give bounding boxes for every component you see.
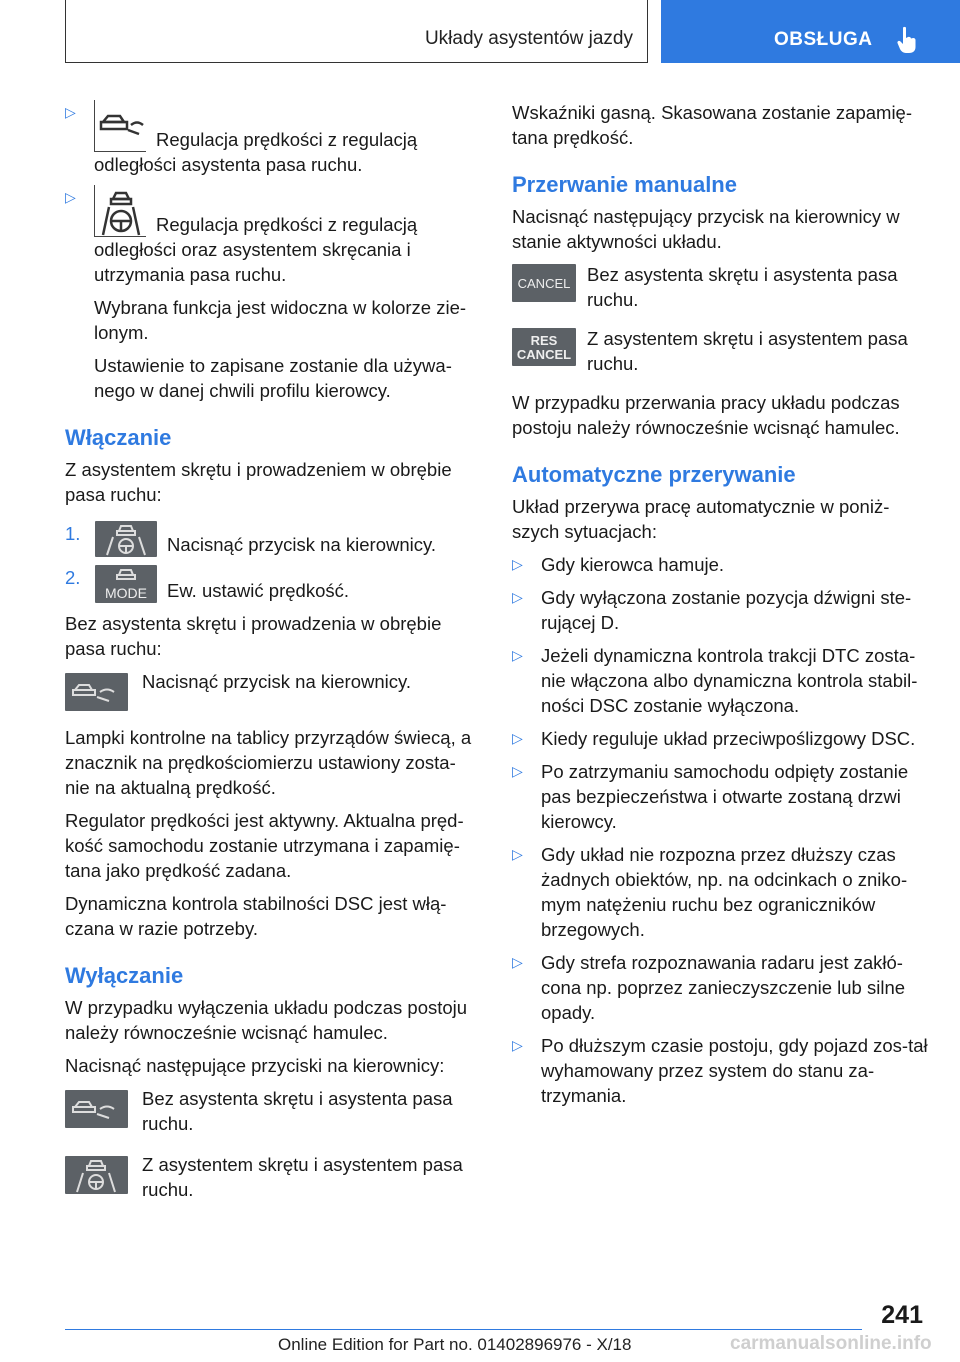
list-item-text: Po zatrzymaniu samochodu odpięty zostanie pas bezpieczeństwa i otwarte zostaną drzwi kierowcy. <box>541 761 909 832</box>
acc-distance-button[interactable] <box>65 673 128 711</box>
paragraph: Z asystentem skrętu i prowadzeniem w obrębie pasa ruchu: <box>65 459 452 505</box>
cancel2-label: CANCEL <box>516 347 572 362</box>
acc-distance-icon <box>94 100 146 152</box>
button-row <box>65 1152 480 1202</box>
button-row <box>512 262 932 312</box>
heading-wlaczanie: Włączanie <box>65 425 172 450</box>
header-title-box <box>65 0 648 63</box>
bullet-triangle-icon: ▷ <box>65 104 76 120</box>
paragraph: Ustawienie to zapisane zostanie dla używa-nego w danej chwili profilu kierowcy. <box>94 355 452 401</box>
button-text: Z asystentem skrętu i asystentem pasa ruchu. <box>142 1154 463 1200</box>
res-cancel-button[interactable] <box>512 328 576 366</box>
lane-assist-button[interactable] <box>95 521 157 557</box>
list-item <box>512 1033 932 1108</box>
step1-text: Nacisnąć przycisk na kierownicy. <box>167 534 437 555</box>
list-item-text: Kiedy reguluje układ przeciwpoślizgowy DSC. <box>541 728 916 749</box>
button-row <box>512 326 932 376</box>
bullet-triangle-icon: ▷ <box>512 1037 523 1053</box>
bullet-triangle-icon: ▷ <box>512 763 523 779</box>
paragraph: Dynamiczna kontrola stabilności DSC jest włą-czana w razie potrzeby. <box>65 893 447 939</box>
list-item <box>65 185 480 287</box>
list-item <box>512 759 932 834</box>
button-text: Nacisnąć przycisk na kierownicy. <box>142 671 412 692</box>
pointing-hand-icon <box>896 26 918 54</box>
paragraph: Bez asystenta skrętu i prowadzenia w obrębie pasa ruchu: <box>65 613 442 659</box>
step-item <box>65 565 480 603</box>
section-tab-label: OBSŁUGA <box>774 29 873 50</box>
list-item-text: Gdy strefa rozpoznawania radaru jest zakłó-cona np. poprzez zanieczyszczenie lub silne opady. <box>541 952 906 1023</box>
paragraph: Układ przerywa pracę automatycznie w poniż-szych sytuacjach: <box>512 496 890 542</box>
paragraph: W przypadku wyłączenia układu podczas postoju należy równocześnie wcisnąć hamulec. <box>65 997 468 1043</box>
bullet1-text: Regulacja prędkości z regulacją odległości asystenta pasa ruchu. <box>94 129 418 175</box>
button-text: Bez asystenta skrętu i asystenta pasa ruchu. <box>587 264 898 310</box>
button-row <box>65 1086 480 1136</box>
step-item <box>65 521 480 557</box>
button-row <box>65 669 480 711</box>
paragraph: Regulator prędkości jest aktywny. Aktualna pręd-kość samochodu zostanie utrzymana i zapamię-tana jako prędkość zadana. <box>65 810 464 881</box>
footer-edition: Online Edition for Part no. 01402896976 - X/18 <box>278 1335 632 1354</box>
bullet-triangle-icon: ▷ <box>65 189 76 205</box>
list-item <box>512 842 932 942</box>
page-number: 241 <box>881 1301 923 1329</box>
list-item-text: Po dłuższym czasie postoju, gdy pojazd zos-tał wyhamowany przez system do stanu za-trzymania. <box>541 1035 928 1106</box>
right-column <box>512 100 932 1116</box>
section-tab[interactable] <box>661 0 960 63</box>
step-number: 2. <box>65 567 81 588</box>
cancel-label: CANCEL <box>517 276 571 291</box>
bullet-triangle-icon: ▷ <box>512 556 523 572</box>
paragraph: Wybrana funkcja jest widoczna w kolorze zie-lonym. <box>94 297 467 343</box>
res-label: RES <box>530 333 558 348</box>
left-column <box>65 100 480 1212</box>
acc-distance-button[interactable] <box>65 1090 128 1128</box>
cancel-button[interactable] <box>512 264 576 302</box>
list-item-text: Gdy układ nie rozpozna przez dłuższy czas żadnych obiektów, np. na odcinkach o zniko-mym natężeniu ruchu bez ograniczników brzegowych. <box>541 844 908 940</box>
footer-watermark: carmanualsonline.info <box>730 1333 932 1354</box>
list-item <box>512 643 932 718</box>
paragraph: Nacisnąć następujący przycisk na kierownicy w stanie aktywności układu. <box>512 206 900 252</box>
list-item <box>512 585 932 635</box>
bullet-triangle-icon: ▷ <box>512 647 523 663</box>
lane-assist-button[interactable] <box>65 1156 128 1194</box>
footer-divider <box>65 1329 862 1330</box>
steering-assist-icon <box>94 185 146 237</box>
bullet-triangle-icon: ▷ <box>512 589 523 605</box>
list-item-text: Gdy wyłączona zostanie pozycja dźwigni ste-rującej D. <box>541 587 912 633</box>
heading-auto: Automatyczne przerywanie <box>512 462 796 487</box>
paragraph: Wskaźniki gasną. Skasowana zostanie zapamię-tana prędkość. <box>512 102 912 148</box>
heading-wylaczanie: Wyłączanie <box>65 963 184 988</box>
mode-label: MODE <box>105 585 147 601</box>
heading-manual: Przerwanie manualne <box>512 172 737 197</box>
button-text: Bez asystenta skrętu i asystenta pasa ruchu. <box>142 1088 453 1134</box>
bullet-triangle-icon: ▷ <box>512 846 523 862</box>
list-item <box>65 100 480 177</box>
list-item-text: Gdy kierowca hamuje. <box>541 554 725 575</box>
chapter-title: Układy asystentów jazdy <box>424 28 633 49</box>
paragraph: Nacisnąć następujące przyciski na kierownicy: <box>65 1055 445 1076</box>
paragraph: Lampki kontrolne na tablicy przyrządów świecą, a znacznik na prędkościomierzu ustawiony zosta-nie na aktualną prędkość. <box>65 727 472 798</box>
bullet2-text: Regulacja prędkości z regulacją odległości oraz asystentem skręcania i utrzymania pasa ruchu. <box>94 214 418 285</box>
bullet-triangle-icon: ▷ <box>512 954 523 970</box>
list-item <box>512 552 932 577</box>
button-text: Z asystentem skrętu i asystentem pasa ruchu. <box>587 328 908 374</box>
list-item <box>512 726 932 751</box>
paragraph: W przypadku przerwania pracy układu podczas postoju należy równocześnie wcisnąć hamulec. <box>512 392 900 438</box>
bullet-triangle-icon: ▷ <box>512 730 523 746</box>
step2-text: Ew. ustawić prędkość. <box>167 580 349 601</box>
list-item <box>512 950 932 1025</box>
step-number: 1. <box>65 523 81 544</box>
list-item-text: Jeżeli dynamiczna kontrola trakcji DTC zosta-nie włączona albo dynamiczna kontrola stabil-ności DSC zostanie wyłączona. <box>541 645 918 716</box>
mode-button[interactable] <box>95 565 157 603</box>
